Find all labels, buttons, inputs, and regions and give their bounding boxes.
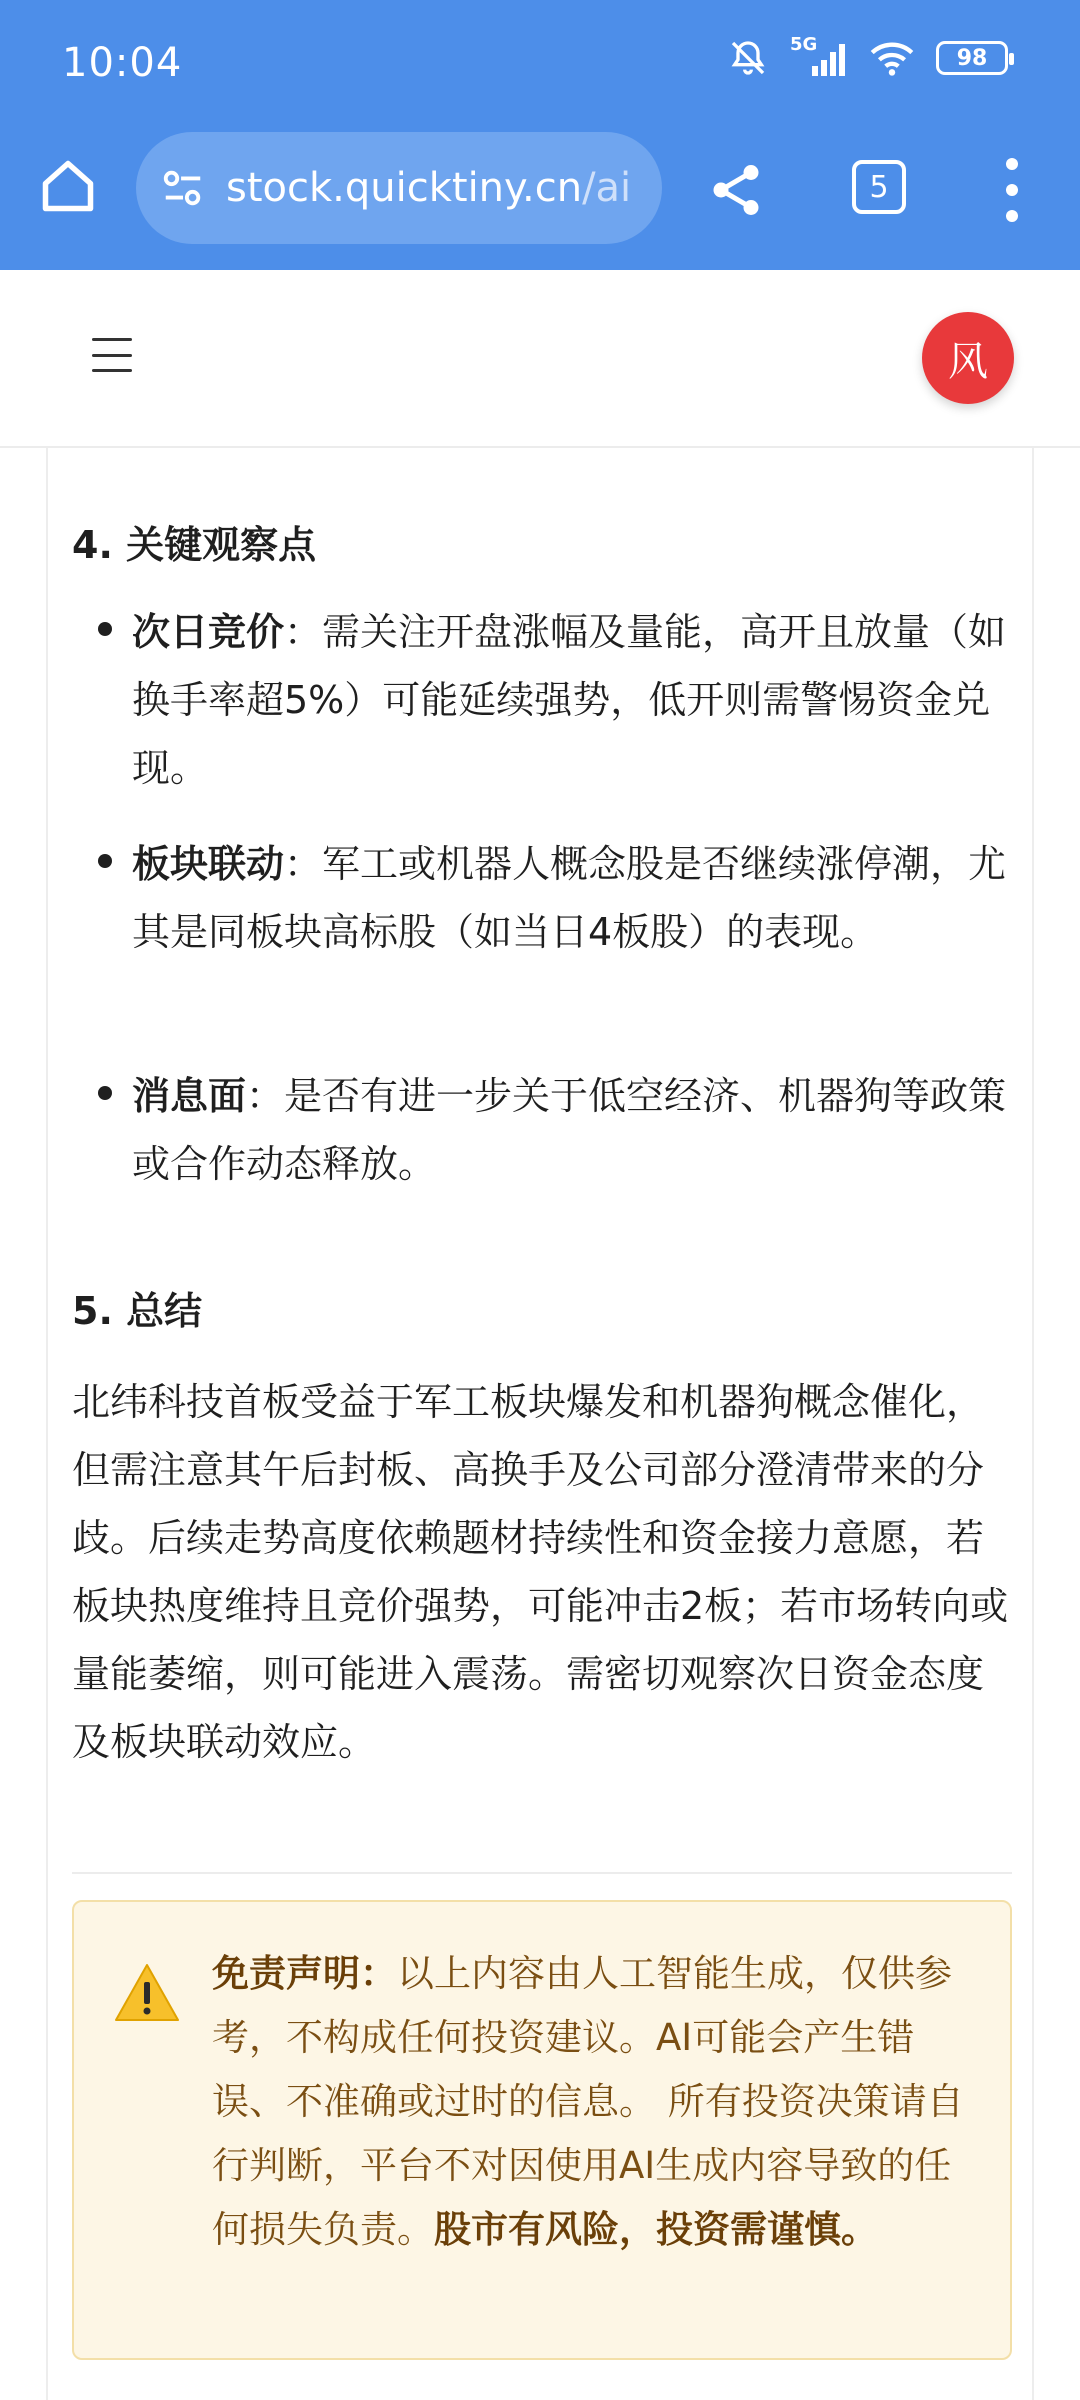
bullet-text: ：军工或机器人概念股是否继续涨停潮，尤其是同板块高标股（如当日4板股）的表现。	[132, 842, 1007, 954]
tab-switcher-button[interactable]: 5	[852, 160, 906, 214]
user-avatar[interactable]: 风	[922, 312, 1014, 404]
battery-icon	[936, 41, 1008, 75]
wifi-icon	[870, 40, 914, 76]
more-menu-button[interactable]	[1000, 158, 1024, 222]
browser-toolbar	[0, 130, 1080, 250]
disclaimer-emphasis: 股市有风险，投资需谨慎。	[434, 2208, 878, 2251]
disclaimer-text	[212, 1942, 982, 2262]
status-icons	[728, 34, 1008, 78]
bullet-text: ：需关注开盘涨幅及量能，高开且放量（如换手率超5%）可能延续强势，低开则需警惕资金兑现。	[132, 610, 1007, 790]
url-host: stock.quicktiny.cn	[226, 165, 583, 211]
menu-dot-icon	[1006, 184, 1018, 196]
bullet-dot-icon	[98, 1086, 112, 1100]
status-time: 10:04	[62, 40, 183, 86]
bullet-label: 板块联动	[132, 842, 285, 886]
disclaimer-label: 免责声明：	[212, 1952, 397, 1995]
share-button[interactable]	[706, 160, 766, 220]
bell-off-icon	[728, 38, 768, 78]
section-heading-summary: 5. 总结	[72, 1289, 203, 1333]
home-button[interactable]	[36, 154, 100, 218]
url-path: /ai	[582, 165, 632, 211]
cellular-signal-icon	[790, 34, 848, 78]
site-settings-icon[interactable]	[158, 163, 208, 213]
browser-chrome	[0, 0, 1080, 270]
summary-paragraph: 北纬科技首板受益于军工板块爆发和机器狗概念催化，但需注意其午后封板、高换手及公司部分澄清带来的分歧。后续走势高度依赖题材持续性和资金接力意愿，若板块热度维持且竞价强势，可能冲击2板；若市场转向或量能萎缩，则可能进入震荡。需密切观察次日资金态度及板块联动效应。	[72, 1380, 1009, 1764]
disclaimer-body: 以上内容由人工智能生成，仅供参考，不构成任何投资建议。AI可能会产生错误、不准确或过时的信息。 所有投资决策请自行判断，平台不对因使用AI生成内容导致的任何损失负责。	[212, 1952, 964, 2251]
network-type: 5G	[790, 34, 818, 55]
section-heading-key-points: 4. 关键观察点	[72, 523, 317, 567]
share-icon	[706, 160, 766, 220]
bullet-dot-icon	[98, 622, 112, 636]
warning-icon	[114, 1962, 180, 2024]
address-bar[interactable]	[136, 132, 662, 244]
bullet-text: ：是否有进一步关于低空经济、机器狗等政策或合作动态释放。	[132, 1074, 1007, 1186]
url-text[interactable]	[226, 165, 631, 211]
bullet-label: 次日竞价	[132, 610, 285, 654]
home-icon	[38, 156, 98, 216]
content-card	[46, 448, 1034, 2400]
bullet-label: 消息面	[132, 1074, 247, 1118]
disclaimer-box	[72, 1900, 1012, 2360]
hamburger-menu-icon[interactable]	[92, 338, 132, 372]
battery-level: 98	[956, 45, 988, 71]
divider	[72, 1872, 1012, 1874]
menu-dot-icon	[1006, 158, 1018, 170]
bullet-dot-icon	[98, 854, 112, 868]
site-header	[0, 270, 1080, 448]
menu-dot-icon	[1006, 210, 1018, 222]
